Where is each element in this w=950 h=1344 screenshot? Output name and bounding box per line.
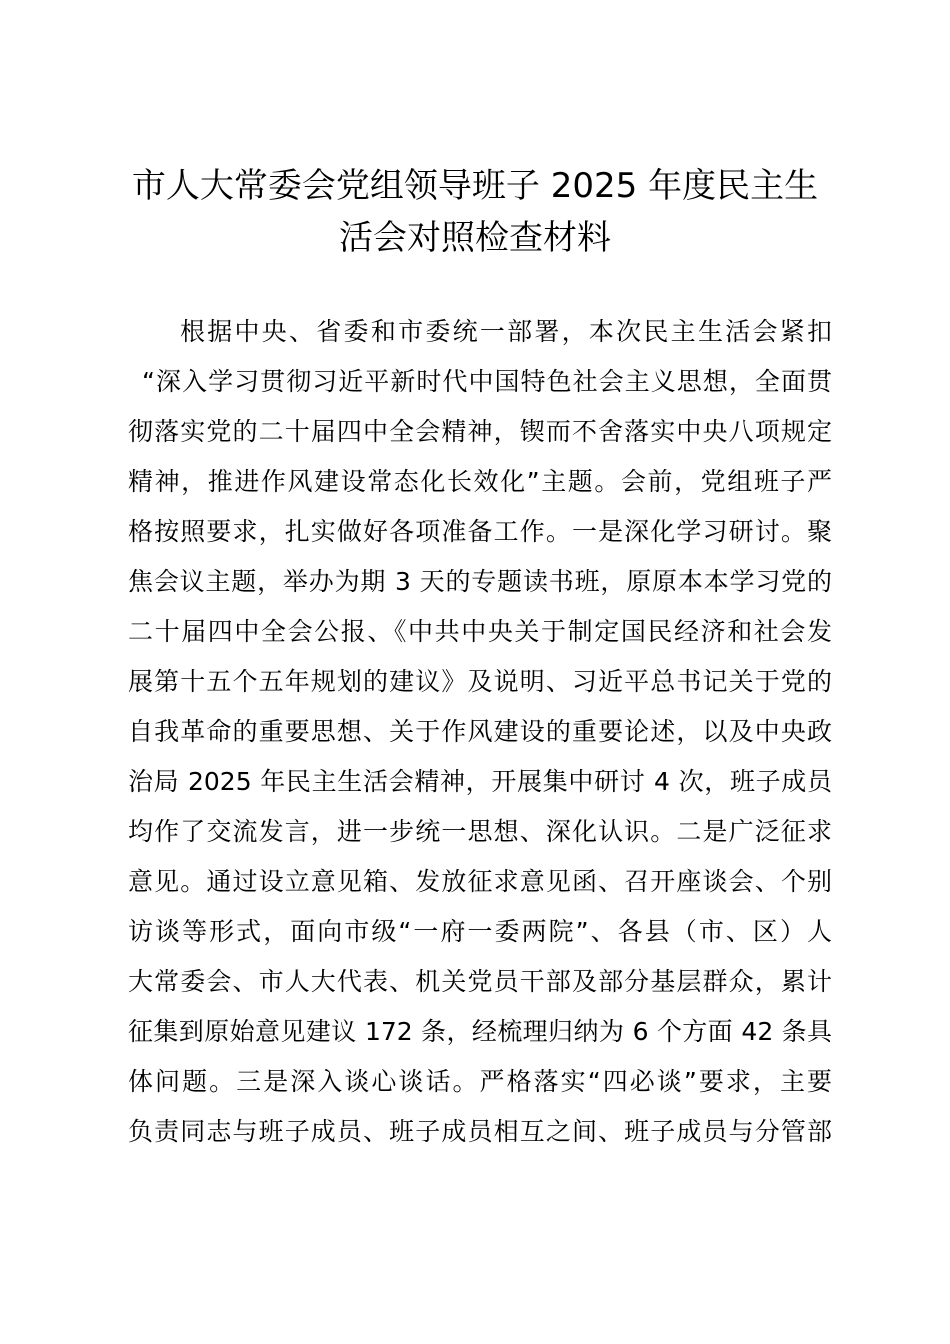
document-body-paragraph <box>128 307 832 1157</box>
body-line-6: 焦会议主题，举办为期 3 天的专题读书班，原原本本学习党的 <box>128 567 832 596</box>
body-line-1: 根据中央、省委和市委统一部署，本次民主生活会紧扣 <box>180 317 832 346</box>
document-title <box>100 160 850 264</box>
title-line-1: 市人大常委会党组领导班子 2025 年度民主生 <box>131 166 819 206</box>
body-line-4: 精神，推进作风建设常态化长效化”主题。会前，党组班子严 <box>128 467 832 496</box>
body-line-3: 彻落实党的二十届四中全会精神，锲而不舍落实中央八项规定 <box>128 417 832 446</box>
body-line-7: 二十届四中全会公报、《中共中央关于制定国民经济和社会发 <box>128 617 832 646</box>
body-line-2: “深入学习贯彻习近平新时代中国特色社会主义思想，全面贯 <box>142 367 832 396</box>
title-line-2: 活会对照检查材料 <box>339 218 611 258</box>
body-line-16: 体问题。三是深入谈心谈话。严格落实“四必谈”要求，主要 <box>128 1067 832 1096</box>
body-line-5: 格按照要求，扎实做好各项准备工作。一是深化学习研讨。聚 <box>128 517 832 546</box>
body-line-12: 意见。通过设立意见箱、发放征求意见函、召开座谈会、个别 <box>128 867 832 896</box>
body-line-11: 均作了交流发言，进一步统一思想、深化认识。二是广泛征求 <box>128 817 832 846</box>
body-line-13: 访谈等形式，面向市级“一府一委两院”、各县（市、区）人 <box>128 917 832 946</box>
body-line-9: 自我革命的重要思想、关于作风建设的重要论述，以及中央政 <box>128 717 832 746</box>
body-line-10: 治局 2025 年民主生活会精神，开展集中研讨 4 次，班子成员 <box>128 767 832 796</box>
body-line-8: 展第十五个五年规划的建议》及说明、习近平总书记关于党的 <box>128 667 832 696</box>
body-line-15: 征集到原始意见建议 172 条，经梳理归纳为 6 个方面 42 条具 <box>128 1017 832 1046</box>
body-line-14: 大常委会、市人大代表、机关党员干部及部分基层群众，累计 <box>128 967 832 996</box>
body-line-17: 负责同志与班子成员、班子成员相互之间、班子成员与分管部 <box>128 1117 832 1146</box>
